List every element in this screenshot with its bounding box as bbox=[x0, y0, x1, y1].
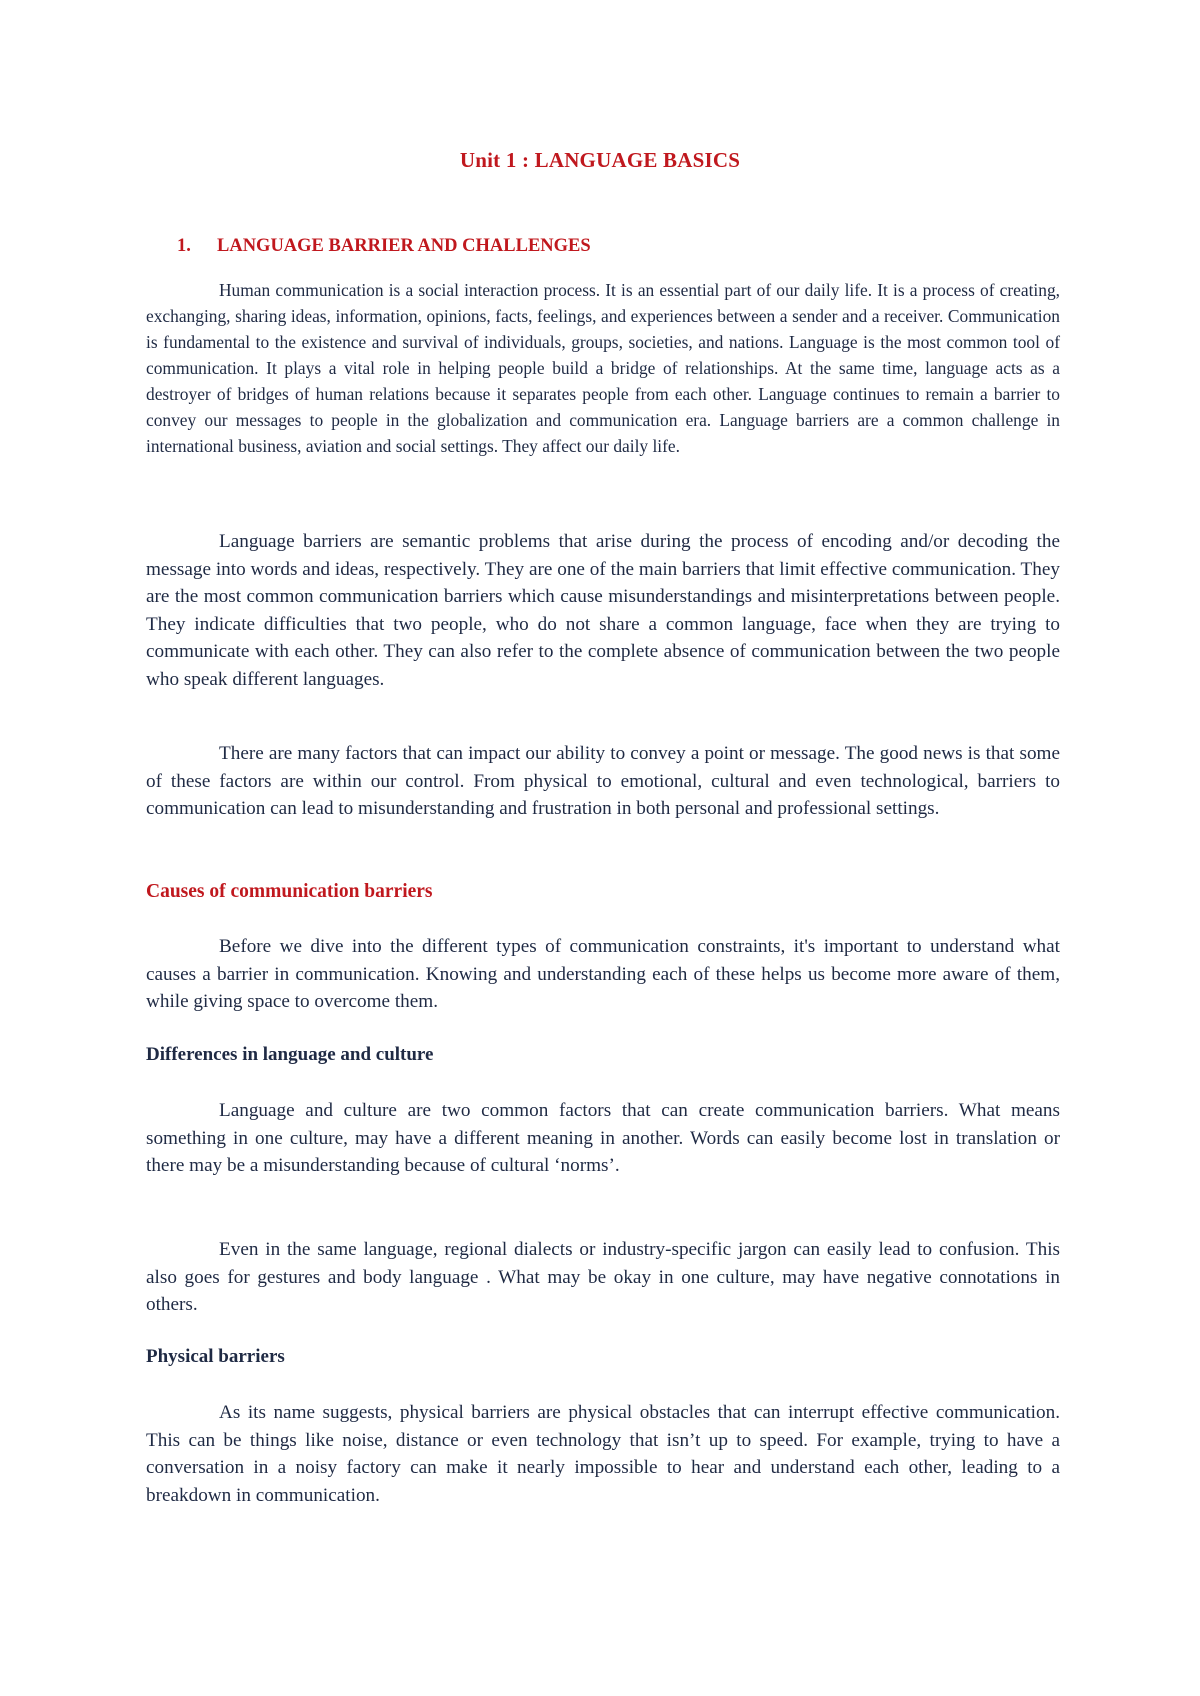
section-heading-text: LANGUAGE BARRIER AND CHALLENGES bbox=[217, 236, 591, 256]
page-title: Unit 1 : LANGUAGE BASICS bbox=[459, 148, 741, 172]
section-heading bbox=[177, 236, 591, 257]
differences-heading: Differences in language and culture bbox=[146, 1044, 434, 1065]
paragraph-causes: Before we dive into the different types of communication constraints, it's important to understand what causes a barrier in communication. Knowing and understanding each of these helps us become more aware of them, while giving space to overcome them. bbox=[146, 936, 1060, 1013]
paragraph-differences-1: Language and culture are two common factors that can create communication barriers. What means something in one culture, may have a different meaning in another. Words can easily become lost in translation or there may be a misunderstanding because of cultural ‘norms’. bbox=[146, 1100, 1060, 1177]
paragraph-differences-2: Even in the same language, regional dialects or industry-specific jargon can easily lead to confusion. This also goes for gestures and body language . What may be okay in one culture, may have negative connotations in others. bbox=[146, 1239, 1060, 1316]
physical-heading: Physical barriers bbox=[146, 1346, 285, 1367]
section-number: 1. bbox=[177, 236, 191, 256]
paragraph-physical: As its name suggests, physical barriers are physical obstacles that can interrupt effective communication. This can be things like noise, distance or even technology that isn’t up to speed. For example, trying to have a conversation in a noisy factory can make it nearly impossible to hear and understand each other, leading to a breakdown in communication. bbox=[146, 1402, 1060, 1506]
paragraph-intro-2: Language barriers are semantic problems that arise during the process of encoding and/or decoding the message into words and ideas, respectively. They are one of the main barriers that limit effective communication. They are the most common communication barriers which cause misunderstandings and misinterpretations between people. They indicate difficulties that two people, who do not share a common language, face when they are trying to communicate with each other. They can also refer to the complete absence of communication between the two people who speak different languages. bbox=[146, 531, 1060, 690]
paragraph-intro-3: There are many factors that can impact our ability to convey a point or message. The good news is that some of these factors are within our control. From physical to emotional, cultural and even technological, barriers to communication can lead to misunderstanding and frustration in both personal and professional settings. bbox=[146, 743, 1060, 820]
causes-heading: Causes of communication barriers bbox=[146, 881, 433, 902]
paragraph-intro-1: Human communication is a social interaction process. It is an essential part of our daily life. It is a process of creating, exchanging, sharing ideas, information, opinions, facts, feelings, and experiences between a sender and a receiver. Communication is fundamental to the existence and survival of individuals, groups, societies, and nations. Language is the most common tool of communication. It plays a vital role in helping people build a bridge of relationships. At the same time, language acts as a destroyer of bridges of human relations because it separates people from each other. Language continues to remain a barrier to convey our messages to people in the globalization and communication era. Language barriers are a common challenge in international business, aviation and social settings. They affect our daily life. bbox=[146, 280, 1060, 456]
